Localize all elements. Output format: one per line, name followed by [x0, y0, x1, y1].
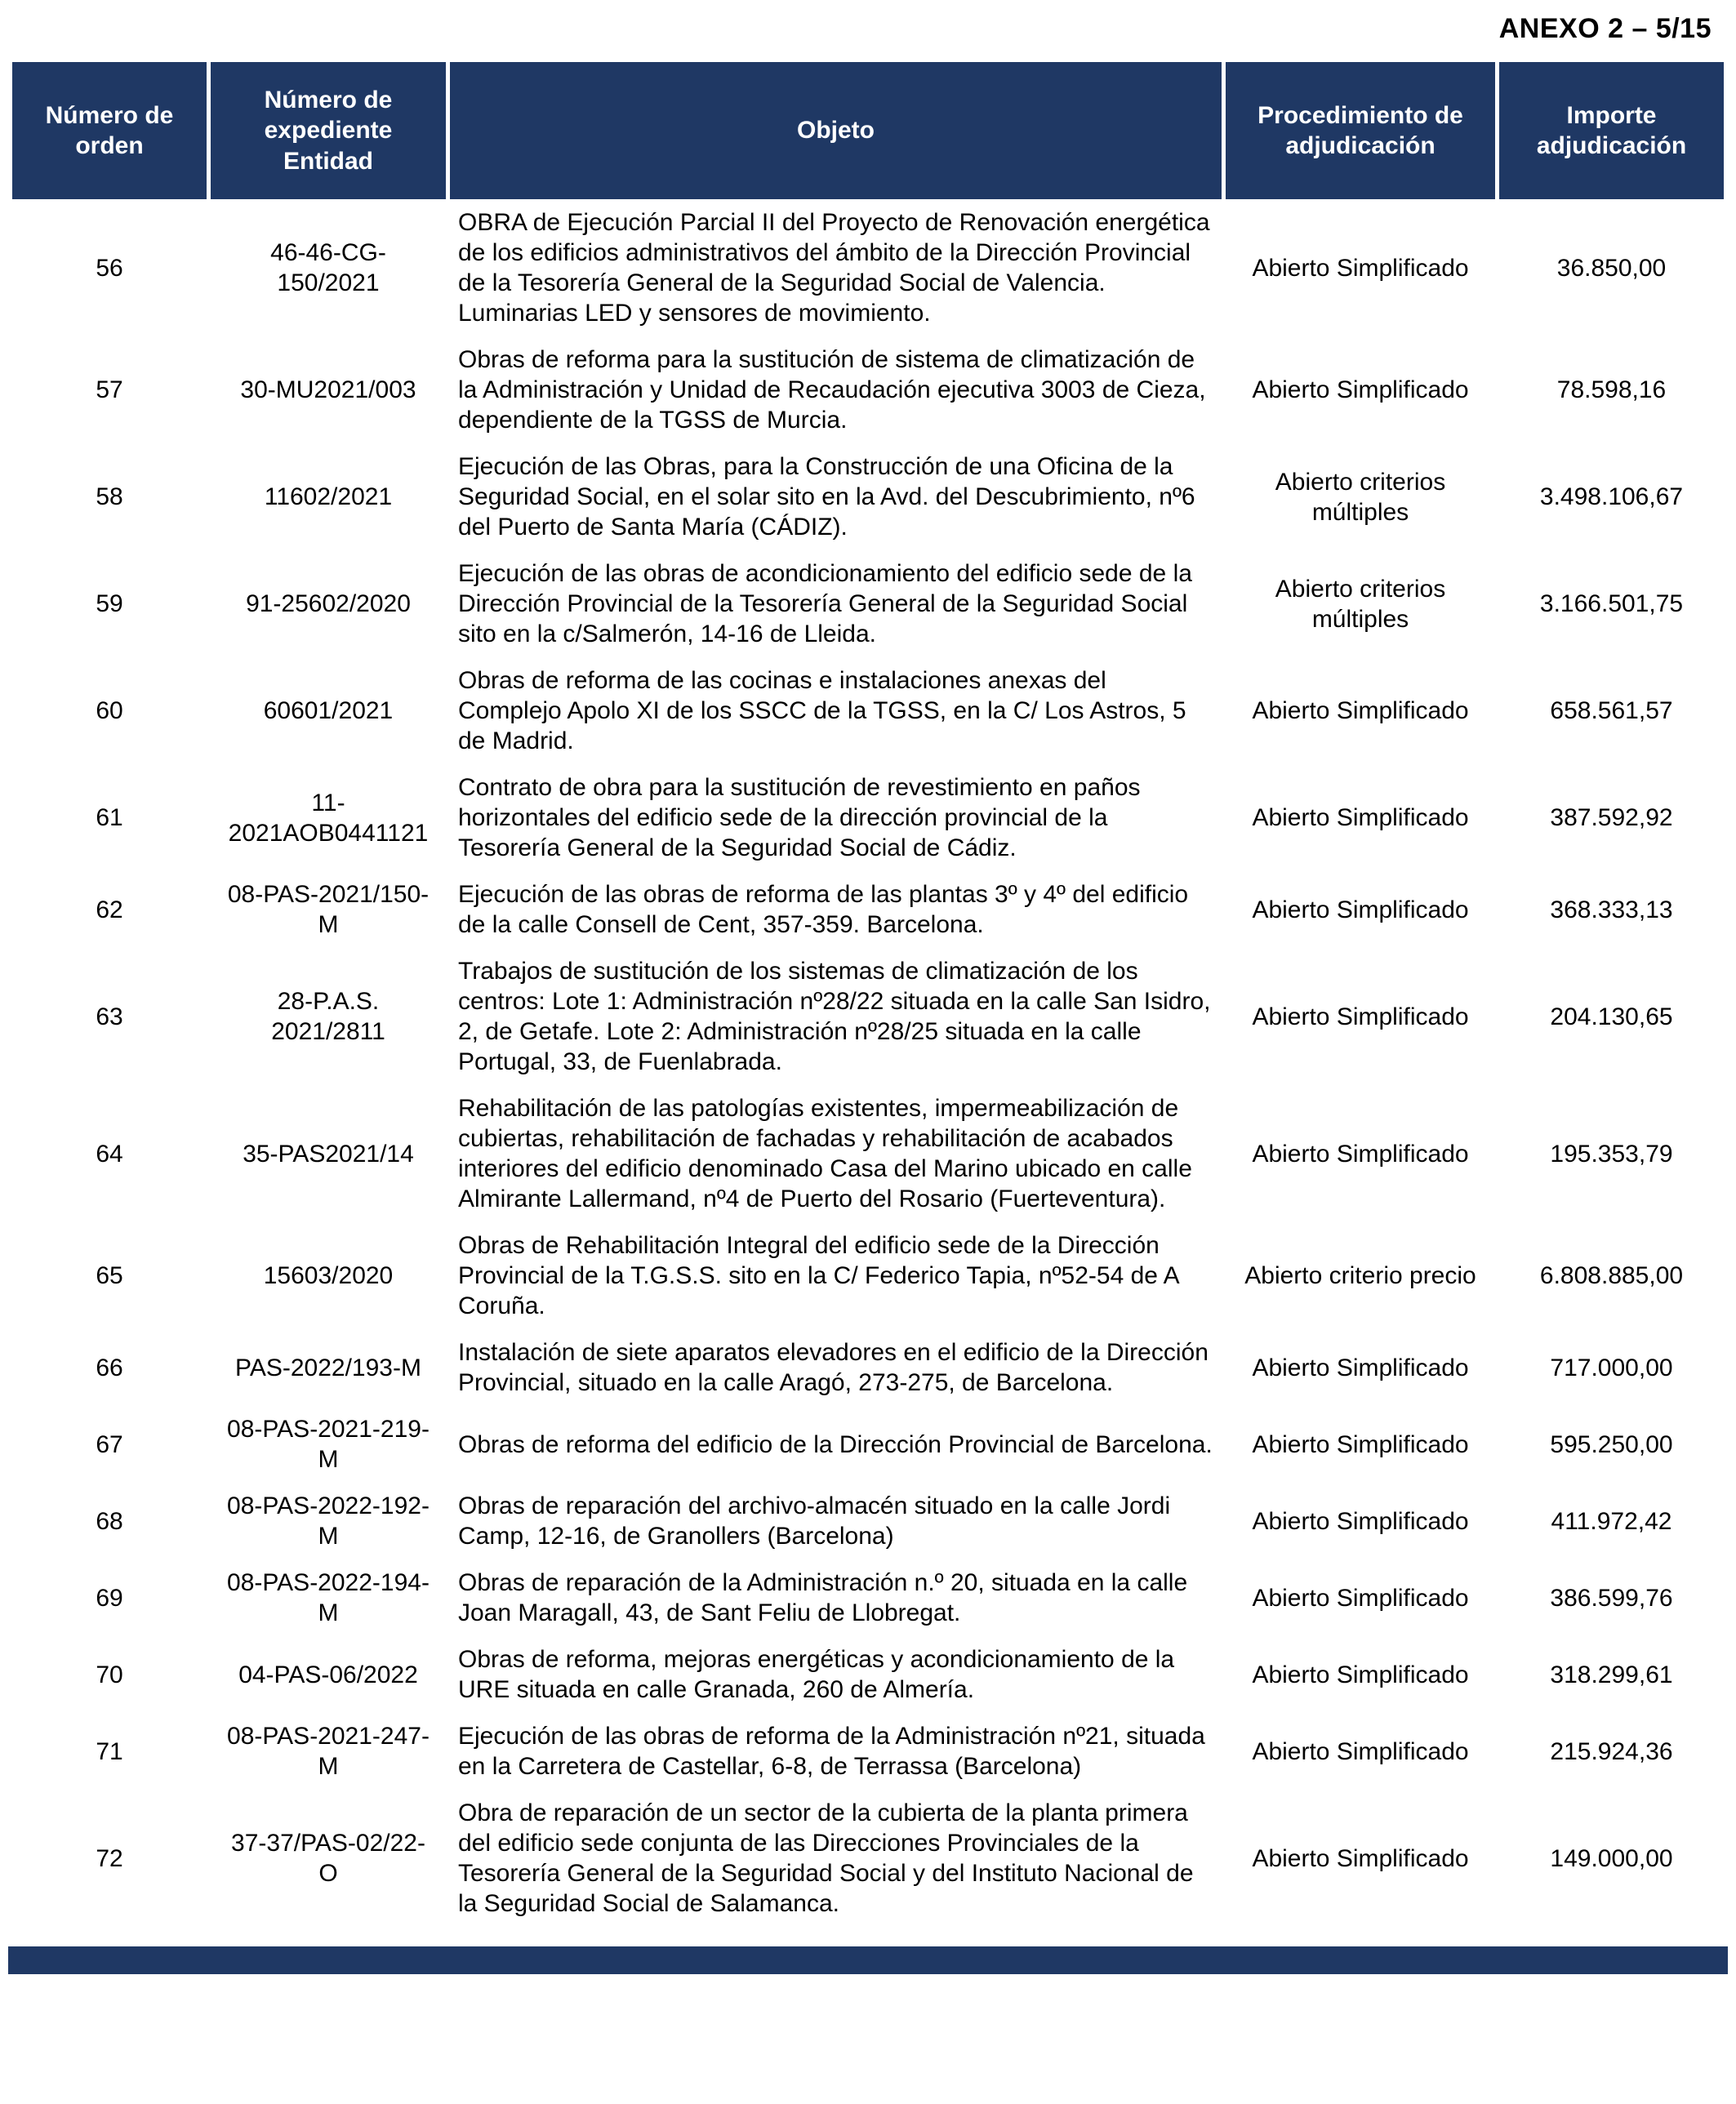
table-row [12, 1085, 1724, 1222]
cell-importe: 3.498.106,67 [1499, 443, 1724, 550]
table-row [12, 1483, 1724, 1559]
table-row [12, 336, 1724, 443]
cell-importe: 215.924,36 [1499, 1713, 1724, 1790]
cell-procedimiento: Abierto Simplificado [1226, 657, 1495, 764]
cell-procedimiento: Abierto criterio precio [1226, 1222, 1495, 1329]
cell-importe: 6.808.885,00 [1499, 1222, 1724, 1329]
cell-objeto: Obras de reforma para la sustitución de sistema de climatización de la Administración y Unidad de Recaudación ejecutiva 3003 de Cieza, dependiente de la TGSS de Murcia. [450, 336, 1222, 443]
cell-numero-expediente: 35-PAS2021/14 [211, 1085, 446, 1222]
table-row [12, 657, 1724, 764]
cell-objeto: Rehabilitación de las patologías existentes, impermeabilización de cubiertas, rehabilitación de fachadas y rehabilitación de acabados interiores del edificio denominado Casa del Marino ubicado en calle Almirante Lallermand, nº4 de Puerto del Rosario (Fuerteventura). [450, 1085, 1222, 1222]
annex-page-label: ANEXO 2 – 5/15 [1498, 13, 1712, 44]
cell-numero-expediente: 30-MU2021/003 [211, 336, 446, 443]
table-row [12, 764, 1724, 871]
cell-importe: 717.000,00 [1499, 1329, 1724, 1406]
cell-importe: 387.592,92 [1499, 764, 1724, 871]
cell-numero-orden: 62 [12, 871, 207, 948]
cell-objeto: Contrato de obra para la sustitución de revestimiento en paños horizontales del edificio sede de la dirección provincial de la Tesorería General de la Seguridad Social de Cádiz. [450, 764, 1222, 871]
table-row [12, 948, 1724, 1085]
table-row [12, 550, 1724, 657]
cell-importe: 3.166.501,75 [1499, 550, 1724, 657]
cell-importe: 204.130,65 [1499, 948, 1724, 1085]
cell-procedimiento: Abierto Simplificado [1226, 948, 1495, 1085]
cell-numero-orden: 70 [12, 1636, 207, 1713]
cell-importe: 386.599,76 [1499, 1559, 1724, 1636]
cell-numero-expediente: PAS-2022/193-M [211, 1329, 446, 1406]
cell-numero-orden: 69 [12, 1559, 207, 1636]
cell-numero-expediente: 60601/2021 [211, 657, 446, 764]
cell-numero-orden: 60 [12, 657, 207, 764]
cell-numero-expediente: 37-37/PAS-02/22-O [211, 1790, 446, 1927]
table-row [12, 443, 1724, 550]
contracts-table [8, 62, 1728, 1927]
cell-numero-orden: 64 [12, 1085, 207, 1222]
cell-procedimiento: Abierto criterios múltiples [1226, 550, 1495, 657]
cell-numero-expediente: 11602/2021 [211, 443, 446, 550]
table-footer-bar [8, 1946, 1728, 1974]
cell-numero-expediente: 08-PAS-2022-194-M [211, 1559, 446, 1636]
cell-importe: 195.353,79 [1499, 1085, 1724, 1222]
cell-procedimiento: Abierto Simplificado [1226, 1329, 1495, 1406]
cell-numero-expediente: 46-46-CG-150/2021 [211, 199, 446, 336]
cell-numero-expediente: 08-PAS-2021-219-M [211, 1406, 446, 1483]
column-header-procedimiento: Procedimiento de adjudicación [1226, 62, 1495, 199]
cell-numero-expediente: 28-P.A.S. 2021/2811 [211, 948, 446, 1085]
table-row [12, 1790, 1724, 1927]
table-row [12, 1559, 1724, 1636]
cell-procedimiento: Abierto Simplificado [1226, 336, 1495, 443]
cell-objeto: Ejecución de las Obras, para la Construcción de una Oficina de la Seguridad Social, en el solar sito en la Avd. del Descubrimiento, nº6 del Puerto de Santa María (CÁDIZ). [450, 443, 1222, 550]
cell-procedimiento: Abierto Simplificado [1226, 1636, 1495, 1713]
cell-objeto: Instalación de siete aparatos elevadores en el edificio de la Dirección Provincial, situado en la calle Aragó, 273-275, de Barcelona. [450, 1329, 1222, 1406]
cell-objeto: Obras de reparación de la Administración n.º 20, situada en la calle Joan Maragall, 43, de Sant Feliu de Llobregat. [450, 1559, 1222, 1636]
cell-numero-orden: 68 [12, 1483, 207, 1559]
table-row [12, 1406, 1724, 1483]
table-row [12, 1329, 1724, 1406]
cell-objeto: Trabajos de sustitución de los sistemas de climatización de los centros: Lote 1: Administración nº28/22 situada en la calle San Isidro, 2, de Getafe. Lote 2: Administración nº28/25 situada en la calle Portugal, 33, de Fuenlabrada. [450, 948, 1222, 1085]
cell-procedimiento: Abierto criterios múltiples [1226, 443, 1495, 550]
cell-numero-expediente: 08-PAS-2022-192-M [211, 1483, 446, 1559]
cell-numero-orden: 71 [12, 1713, 207, 1790]
cell-objeto: Obras de reparación del archivo-almacén situado en la calle Jordi Camp, 12-16, de Granollers (Barcelona) [450, 1483, 1222, 1559]
cell-numero-expediente: 91-25602/2020 [211, 550, 446, 657]
cell-numero-orden: 59 [12, 550, 207, 657]
cell-procedimiento: Abierto Simplificado [1226, 764, 1495, 871]
cell-numero-expediente: 08-PAS-2021-247-M [211, 1713, 446, 1790]
cell-objeto: Ejecución de las obras de reforma de la Administración nº21, situada en la Carretera de Castellar, 6-8, de Terrassa (Barcelona) [450, 1713, 1222, 1790]
cell-numero-orden: 61 [12, 764, 207, 871]
cell-numero-orden: 66 [12, 1329, 207, 1406]
cell-objeto: Obras de reforma, mejoras energéticas y acondicionamiento de la URE situada en calle Granada, 260 de Almería. [450, 1636, 1222, 1713]
table-row [12, 1636, 1724, 1713]
cell-procedimiento: Abierto Simplificado [1226, 871, 1495, 948]
cell-importe: 149.000,00 [1499, 1790, 1724, 1927]
cell-numero-orden: 67 [12, 1406, 207, 1483]
table-header [12, 62, 1724, 199]
cell-objeto: Ejecución de las obras de reforma de las plantas 3º y 4º del edificio de la calle Consell de Cent, 357-359. Barcelona. [450, 871, 1222, 948]
cell-objeto: Obras de reforma de las cocinas e instalaciones anexas del Complejo Apolo XI de los SSCC de la TGSS, en la C/ Los Astros, 5 de Madrid. [450, 657, 1222, 764]
cell-numero-expediente: 11-2021AOB0441121 [211, 764, 446, 871]
cell-procedimiento: Abierto Simplificado [1226, 199, 1495, 336]
cell-procedimiento: Abierto Simplificado [1226, 1483, 1495, 1559]
table-body [12, 199, 1724, 1927]
cell-numero-orden: 63 [12, 948, 207, 1085]
table-row [12, 199, 1724, 336]
cell-procedimiento: Abierto Simplificado [1226, 1406, 1495, 1483]
cell-procedimiento: Abierto Simplificado [1226, 1790, 1495, 1927]
cell-procedimiento: Abierto Simplificado [1226, 1713, 1495, 1790]
table-row [12, 1222, 1724, 1329]
cell-numero-orden: 65 [12, 1222, 207, 1329]
cell-numero-expediente: 08-PAS-2021/150-M [211, 871, 446, 948]
cell-procedimiento: Abierto Simplificado [1226, 1085, 1495, 1222]
cell-objeto: Obras de Rehabilitación Integral del edificio sede de la Dirección Provincial de la T.G.S.S. sito en la C/ Federico Tapia, nº52-54 de A Coruña. [450, 1222, 1222, 1329]
cell-importe: 36.850,00 [1499, 199, 1724, 336]
cell-numero-expediente: 04-PAS-06/2022 [211, 1636, 446, 1713]
cell-objeto: Obras de reforma del edificio de la Dirección Provincial de Barcelona. [450, 1406, 1222, 1483]
cell-numero-orden: 72 [12, 1790, 207, 1927]
cell-numero-expediente: 15603/2020 [211, 1222, 446, 1329]
cell-importe: 368.333,13 [1499, 871, 1724, 948]
cell-objeto: Obra de reparación de un sector de la cubierta de la planta primera del edificio sede conjunta de las Direcciones Provinciales de la Tesorería General de la Seguridad Social y del Instituto Nacional de la Seguridad Social de Salamanca. [450, 1790, 1222, 1927]
column-header-objeto: Objeto [450, 62, 1222, 199]
cell-procedimiento: Abierto Simplificado [1226, 1559, 1495, 1636]
cell-numero-orden: 57 [12, 336, 207, 443]
table-row [12, 871, 1724, 948]
cell-objeto: OBRA de Ejecución Parcial II del Proyecto de Renovación energética de los edificios administrativos del ámbito de la Dirección Provincial de la Tesorería General de la Seguridad Social de Valencia. Luminarias LED y sensores de movimiento. [450, 199, 1222, 336]
column-header-numero-expediente: Número de expediente Entidad [211, 62, 446, 199]
column-header-numero-orden: Número de orden [12, 62, 207, 199]
table-header-row [12, 62, 1724, 199]
column-header-importe: Importe adjudicación [1499, 62, 1724, 199]
cell-importe: 78.598,16 [1499, 336, 1724, 443]
cell-numero-orden: 58 [12, 443, 207, 550]
cell-objeto: Ejecución de las obras de acondicionamiento del edificio sede de la Dirección Provincial de la Tesorería General de la Seguridad Social sito en la c/Salmerón, 14-16 de Lleida. [450, 550, 1222, 657]
cell-importe: 595.250,00 [1499, 1406, 1724, 1483]
cell-importe: 658.561,57 [1499, 657, 1724, 764]
cell-numero-orden: 56 [12, 199, 207, 336]
cell-importe: 318.299,61 [1499, 1636, 1724, 1713]
cell-importe: 411.972,42 [1499, 1483, 1724, 1559]
table-row [12, 1713, 1724, 1790]
